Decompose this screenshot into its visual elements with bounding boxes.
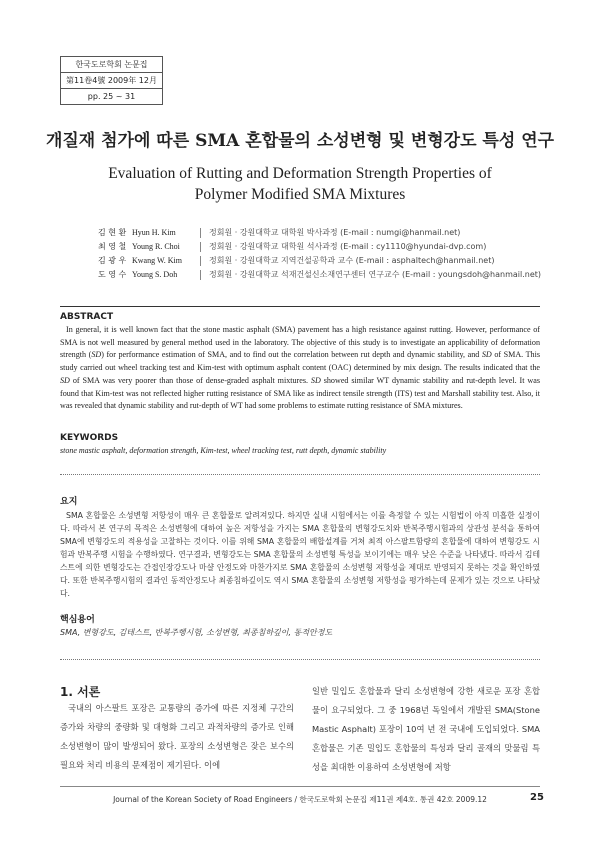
abstract-top-rule (60, 306, 540, 307)
section-1-left-column: 국내의 아스팔트 포장은 교통량의 증가에 따른 지정체 구간의 증가와 차량의 중량화 및 대형화 그리고 과적차량의 증가로 인해 소성변형이 많이 발생되어 왔다. 포장의 소성변형은 잦은 보수의 필요와 처리 비용의 문제점이 제기된다. 이에 (60, 703, 294, 770)
author-name-ko: 최 영 철 (98, 242, 127, 251)
section-1-title: 1. 서론 (60, 685, 101, 699)
abstract-text: of SMA was very poorer than those of dense-graded asphalt mixtures. (69, 375, 311, 385)
summary-ko-heading: 요지 (60, 497, 78, 507)
title-english-line-1: Evaluation of Rutting and Deformation Strength Properties of (108, 165, 492, 182)
summary-ko-body: SMA 혼합물은 소성변형 저항성이 매우 큰 혼합물로 알려져있다. 하지만 실내 시험에서는 이를 측정할 수 있는 시험법이 아직 미흡한 실정이다. 따라서 본 연구의 목적은 소성변형에 대하여 높은 저항성을 가지는 SMA 혼합물의 변형강도치와 반복주행시험과의 상관성 분석을 통하여 SMA에 변형강도의 적용성을 고찰하는 것이다. 이를 위해 SMA 혼합물의 배합설계를 거쳐 최적 아스팔트함량의 혼합물에 대하여 변형강도 시험과 반복주행 시험을 수행하였다. 연구결과, 변형강도는 SMA 혼합물의 소성변형 특성을 보이기에는 매우 낮은 수준을 나타냈다. 따라서 김테스트에 의한 변형강도는 간접인장강도나 마샬 안정도와 마찬가지로 SMA 혼합물의 소성변형 저항성을 제대로 반영되지 못하는 것을 확인하였다. 또한 반복주행시험의 결과인 동적안정도나 최종침하깊이도 역시 SMA 혼합물의 소성변형 저항성을 평가하는데 문제가 있는 것으로 나타났다. (60, 511, 540, 598)
author-row (98, 254, 541, 268)
sd-symbol: SD (60, 375, 70, 385)
footer-rule (60, 786, 540, 787)
author-name-en: Young S. Doh (132, 270, 178, 279)
author-name-ko: 김 현 환 (98, 228, 127, 237)
keywords-ko-heading: 핵심용어 (60, 615, 95, 625)
section-1-right-column: 일반 밀입도 혼합물과 달리 소성변형에 강한 새로운 포장 혼합물이 요구되었다. 그 중 1968년 독일에서 개발된 SMA(Stone Mastic Asphalt) 포장이 10여 년 전 국내에 도입되었다. SMA 혼합물은 기존 밀입도 혼합물의 특성과 달리 골재의 맞물림 특성을 최대한 이용하여 소성변형에 저항 (312, 686, 540, 772)
author-divider (200, 228, 209, 238)
abstract-heading: ABSTRACT (60, 312, 114, 322)
title-english-line-2: Polymer Modified SMA Mixtures (194, 186, 406, 203)
keywords-text: stone mastic asphalt, deformation strength, Kim-test, wheel tracking test, rutt depth, dynamic stability (60, 446, 387, 455)
author-row (98, 268, 541, 282)
author-divider (200, 242, 209, 252)
abstract-body (60, 324, 540, 413)
journal-name: 한국도로학회 논문집 (61, 57, 162, 73)
journal-info-box (60, 56, 163, 105)
footer-journal-citation: Journal of the Korean Society of Road Engineers / 한국도로학회 논문집 제11권 제4호. 통권 42호 2009.12 (113, 795, 487, 804)
title-korean: 개질재 첨가에 따른 SMA 혼합물의 소성변형 및 변형강도 특성 연구 (45, 131, 555, 151)
title-english (0, 163, 600, 205)
page-number: 25 (530, 792, 544, 803)
author-divider (200, 270, 209, 280)
summary-divider (60, 659, 540, 660)
author-name-en: Hyun H. Kim (132, 228, 176, 237)
author-name-en: Young R. Choi (132, 242, 180, 251)
sd-symbol: SD (91, 350, 102, 360)
author-row (98, 226, 541, 240)
author-affiliation: 정회원 · 강원대학교 대학원 석사과정 (E-mail : cy1110@hyundai-dvp.com) (209, 242, 487, 251)
keywords-divider (60, 474, 540, 475)
keywords-ko-text: SMA, 변형강도, 김테스트, 반복주행시험, 소성변형, 최종침하깊이, 동적안정도 (60, 628, 333, 637)
abstract-text: of SMA. This study carried out wheel tracking test and Kim-test with optimum asphalt content (OAC) determined by mix design. The results indicated that the (60, 350, 540, 373)
sd-symbol: SD (481, 350, 492, 360)
keywords-heading: KEYWORDS (60, 433, 119, 443)
author-name-ko: 도 영 수 (98, 270, 127, 279)
author-affiliation: 정회원 · 강원대학교 지역건설공학과 교수 (E-mail : asphaltech@hanmail.net) (209, 256, 495, 265)
author-affiliation: 정회원 · 강원대학교 대학원 박사과정 (E-mail : numgi@hanmail.net) (209, 228, 461, 237)
journal-volume: 第11卷4號 2009年 12月 (61, 73, 162, 89)
journal-pages: pp. 25 ~ 31 (87, 92, 136, 101)
author-name-en: Kwang W. Kim (132, 256, 182, 265)
author-name-ko: 김 광 우 (98, 256, 127, 265)
sd-symbol: SD (310, 375, 321, 385)
author-row (98, 240, 541, 254)
abstract-text: In general, it is well known fact that the stone mastic asphalt (SMA) pavement has a high resistance against rutting. However, performance of SMA is not well measured by general method used in the laboratory. The objective of this study is to investigate an applicability of deformation strength ( (60, 325, 540, 360)
abstract-text: ) for performance estimation of SMA, and to find out the correlation between rut depth and dynamic stability, and (101, 350, 482, 360)
author-list (98, 226, 541, 282)
abstract-text: showed similar WT dynamic stability and rut-depth level. It was found that Kim-test was not reflected higher rutting resistance of SMA like as indirect tensile strength (ITS) test and Marshall stability test. Also, it was revealed that dynamic stability and rut-depth of WT had some problems to estimate rutting resistance of SMA mixtures. (60, 375, 540, 411)
author-affiliation: 정회원 · 강원대학교 석재건설신소재연구센터 연구교수 (E-mail : youngsdoh@hanmail.net) (209, 270, 542, 279)
author-divider (200, 256, 209, 266)
